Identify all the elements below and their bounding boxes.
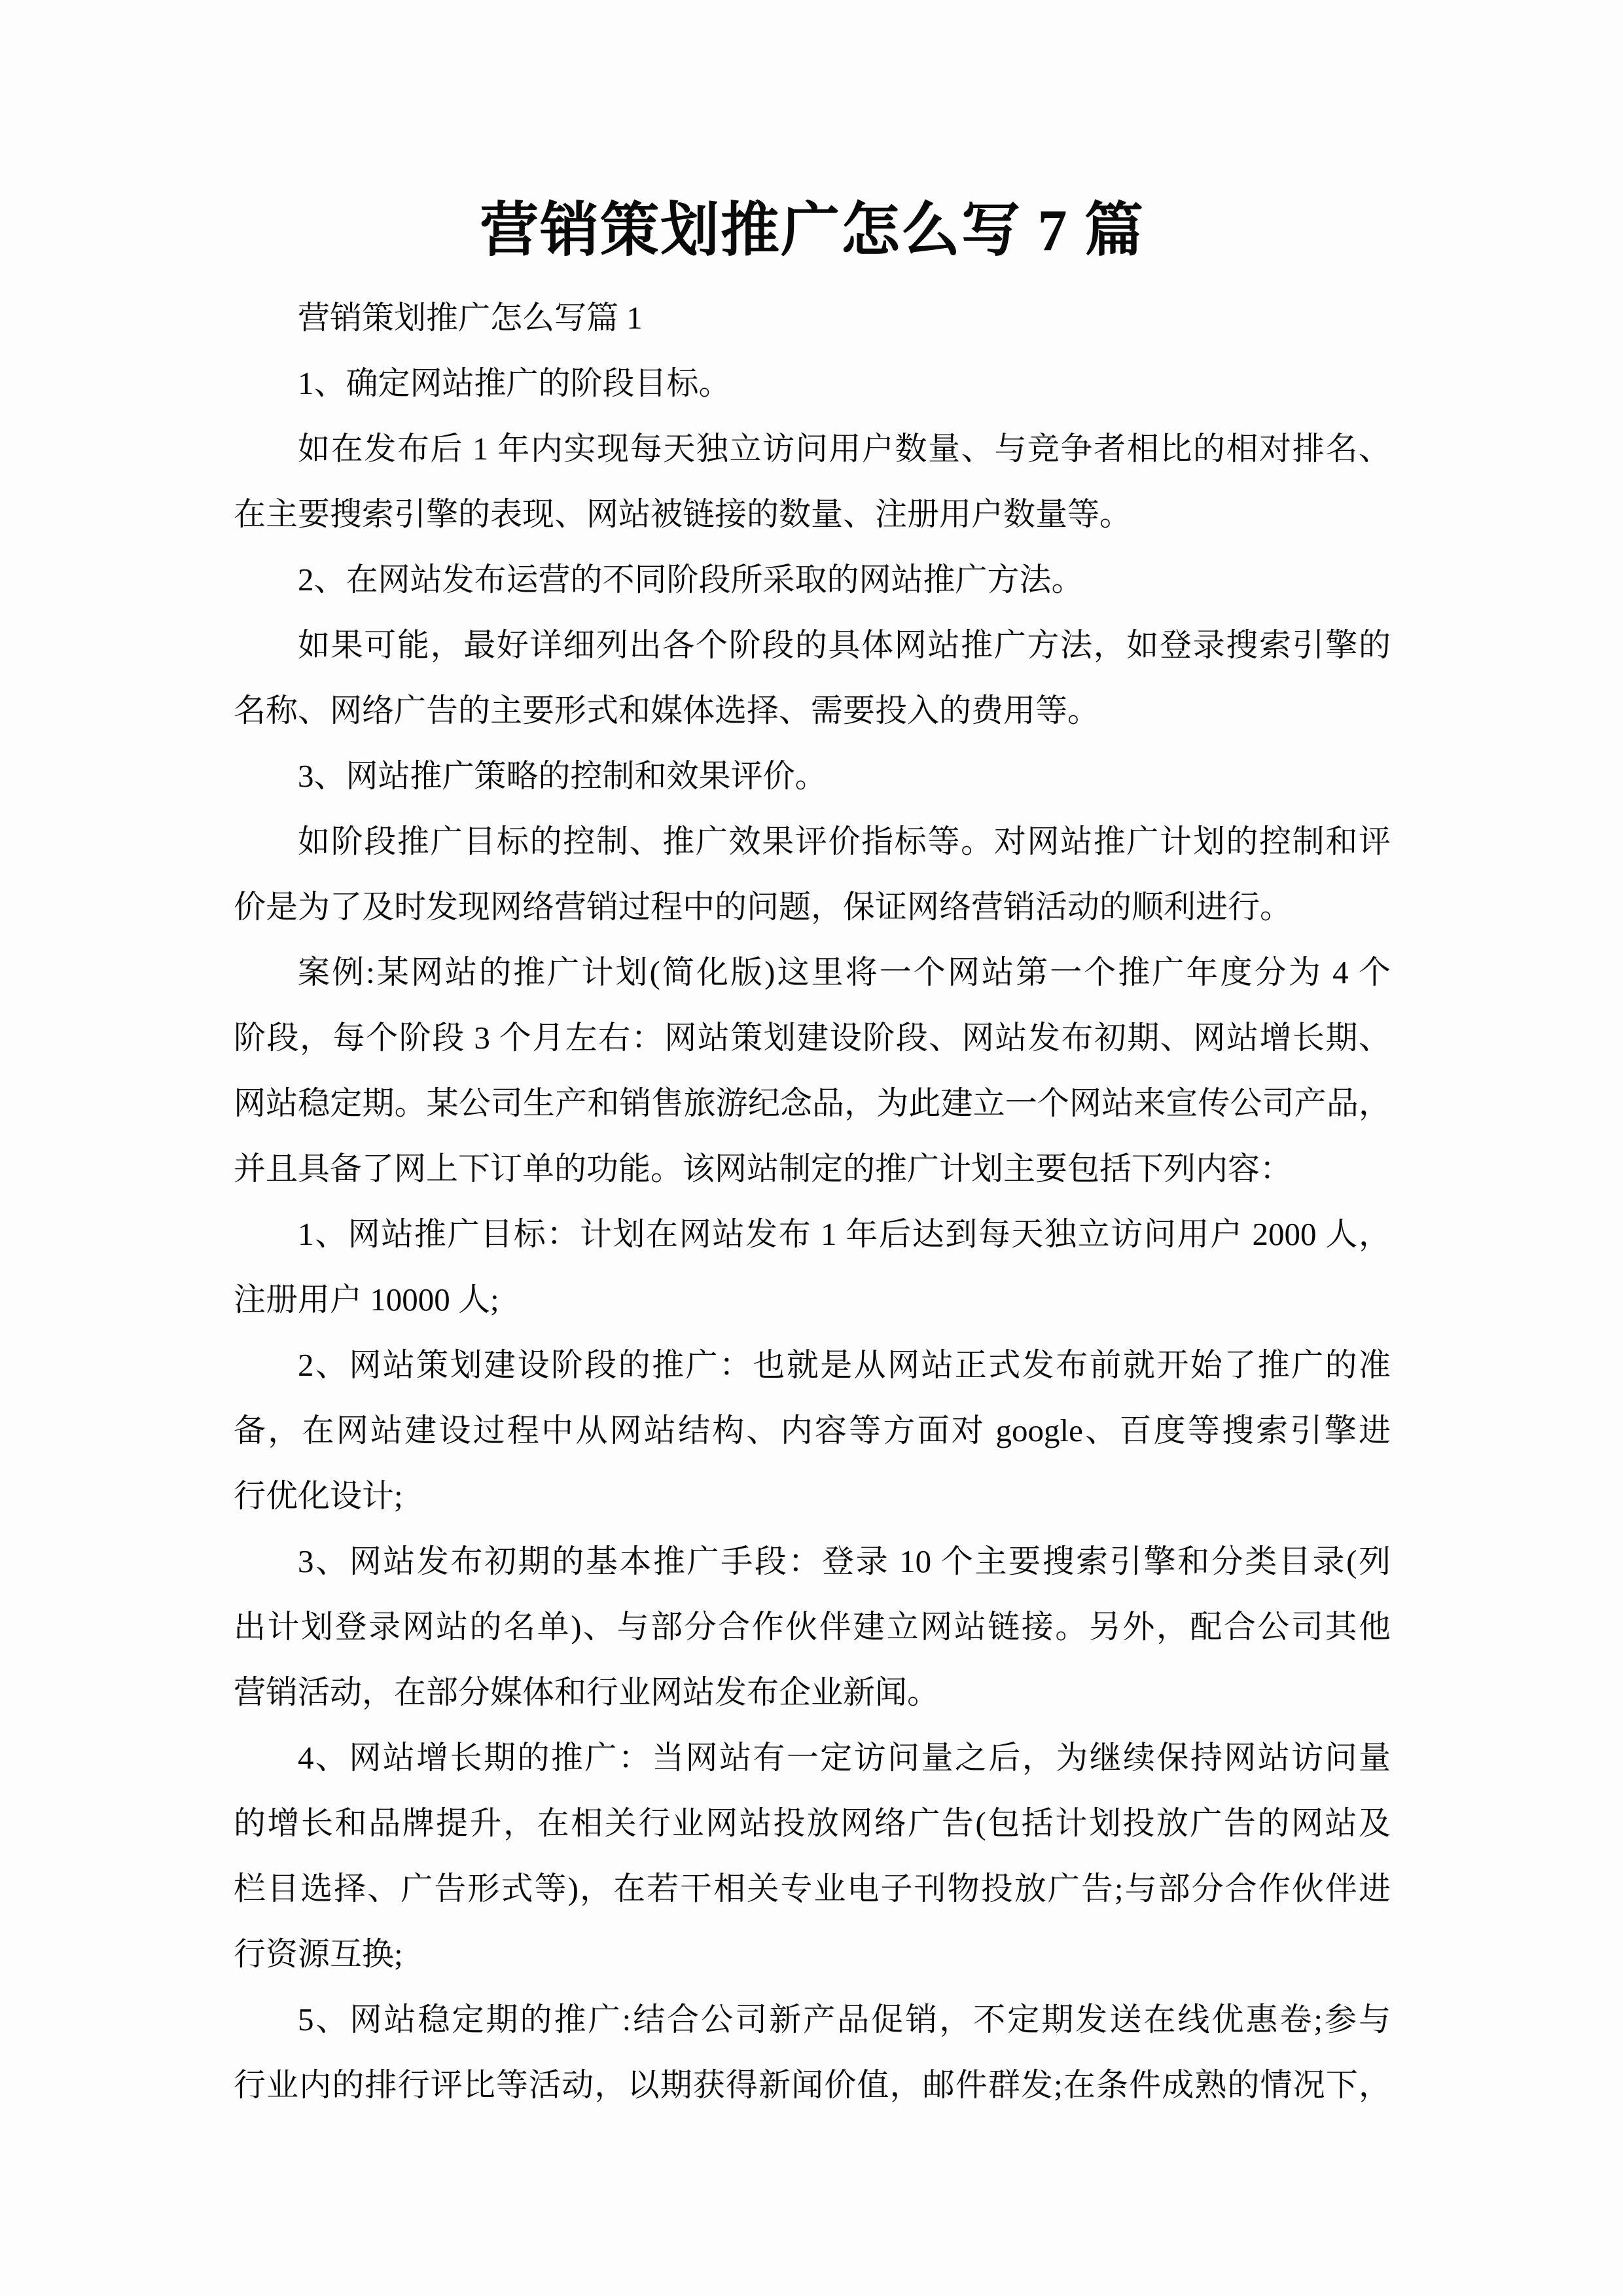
text-line: 备，在网站建设过程中从网站结构、内容等方面对 google、百度等搜索引擎进	[234, 1412, 1391, 1448]
document-title: 营销策划推广怎么写 7 篇	[480, 198, 1145, 263]
text-line: 1、确定网站推广的阶段目标。	[298, 365, 731, 401]
text-line: 出计划登录网站的名单)、与部分合作伙伴建立网站链接。另外，配合公司其他	[234, 1609, 1391, 1645]
text-line: 行业内的排行评比等活动，以期获得新闻价值，邮件群发;在条件成熟的情况下，	[234, 2067, 1391, 2103]
text-line: 并且具备了网上下订单的功能。该网站制定的推广计划主要包括下列内容：	[234, 1151, 1293, 1187]
text-line: 如果可能，最好详细列出各个阶段的具体网站推广方法，如登录搜索引擎的	[298, 627, 1391, 663]
text-line: 价是为了及时发现网络营销过程中的问题，保证网络营销活动的顺利进行。	[234, 889, 1293, 925]
text-line: 2、网站策划建设阶段的推广：也就是从网站正式发布前就开始了推广的准	[298, 1347, 1391, 1383]
text-line: 3、网站推广策略的控制和效果评价。	[298, 758, 827, 794]
text-line: 行资源互换;	[234, 1936, 403, 1972]
text-line: 2、在网站发布运营的不同阶段所采取的网站推广方法。	[298, 562, 1084, 598]
text-line: 行优化设计;	[234, 1478, 403, 1514]
text-line: 4、网站增长期的推广：当网站有一定访问量之后，为继续保持网站访问量	[298, 1740, 1391, 1776]
text-line: 如阶段推广目标的控制、推广效果评价指标等。对网站推广计划的控制和评	[298, 823, 1391, 859]
text-line: 名称、网络广告的主要形式和媒体选择、需要投入的费用等。	[234, 692, 1100, 728]
text-line: 营销策划推广怎么写篇 1	[298, 300, 643, 336]
text-line: 网站稳定期。某公司生产和销售旅游纪念品，为此建立一个网站来宣传公司产品，	[234, 1085, 1391, 1121]
text-line: 阶段，每个阶段 3 个月左右：网站策划建设阶段、网站发布初期、网站增长期、	[234, 1020, 1391, 1056]
text-line: 营销活动，在部分媒体和行业网站发布企业新闻。	[234, 1674, 940, 1710]
text-line: 栏目选择、广告形式等)，在若干相关专业电子刊物投放广告;与部分合作伙伴进	[234, 1871, 1391, 1907]
text-line: 1、网站推广目标：计划在网站发布 1 年后达到每天独立访问用户 2000 人，	[298, 1216, 1391, 1252]
text-line: 案例:某网站的推广计划(简化版)这里将一个网站第一个推广年度分为 4 个	[298, 954, 1391, 990]
text-line: 5、网站稳定期的推广:结合公司新产品促销，不定期发送在线优惠卷;参与	[298, 2001, 1391, 2037]
document-body	[234, 285, 1391, 2118]
text-line: 注册用户 10000 人;	[234, 1282, 499, 1318]
text-line: 3、网站发布初期的基本推广手段：登录 10 个主要搜索引擎和分类目录(列	[298, 1543, 1391, 1579]
text-line: 的增长和品牌提升，在相关行业网站投放网络广告(包括计划投放广告的网站及	[234, 1805, 1391, 1841]
text-line: 如在发布后 1 年内实现每天独立访问用户数量、与竞争者相比的相对排名、	[298, 431, 1391, 467]
text-line: 在主要搜索引擎的表现、网站被链接的数量、注册用户数量等。	[234, 496, 1132, 532]
